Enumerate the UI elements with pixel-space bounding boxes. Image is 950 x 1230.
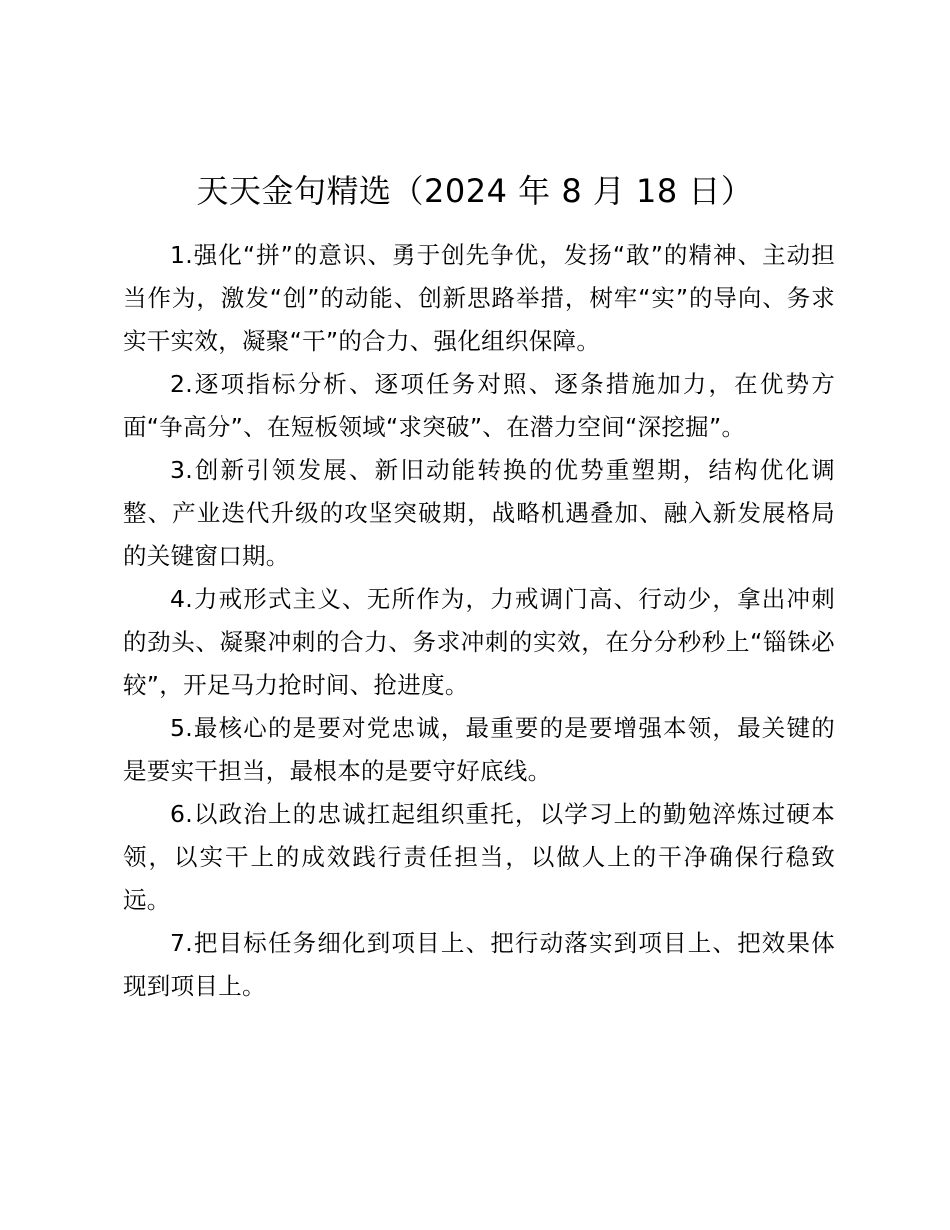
paragraph: 3.创新引领发展、新旧动能转换的优势重塑期，结构优化调整、产业迭代升级的攻坚突破期，战略机遇叠加、融入新发展格局的关键窗口期。 — [123, 456, 835, 570]
paragraph: 6.以政治上的忠诚扛起组织重托，以学习上的勤勉淬炼过硬本领，以实干上的成效践行责任担当，以做人上的干净确保行稳致远。 — [123, 800, 835, 914]
paragraph: 5.最核心的是要对党忠诚，最重要的是要增强本领，最关键的是要实干担当，最根本的是要守好底线。 — [123, 714, 835, 785]
document-body — [123, 234, 835, 1008]
paragraph: 1.强化“拼”的意识、勇于创先争优，发扬“敢”的精神、主动担当作为，激发“创”的动能、创新思路举措，树牢“实”的导向、务求实干实效，凝聚“干”的合力、强化组织保障。 — [123, 241, 835, 355]
document-title: 天天金句精选（2024 年 8 月 18 日） — [196, 172, 754, 210]
paragraph: 7.把目标任务细化到项目上、把行动落实到项目上、把效果体现到项目上。 — [123, 929, 835, 1000]
paragraph: 2.逐项指标分析、逐项任务对照、逐条措施加力，在优势方面“争高分”、在短板领域“求突破”、在潜力空间“深挖掘”。 — [123, 370, 835, 441]
paragraph: 4.力戒形式主义、无所作为，力戒调门高、行动少，拿出冲刺的劲头、凝聚冲刺的合力、务求冲刺的实效，在分分秒秒上“锱铢必较”，开足马力抢时间、抢进度。 — [123, 585, 835, 699]
